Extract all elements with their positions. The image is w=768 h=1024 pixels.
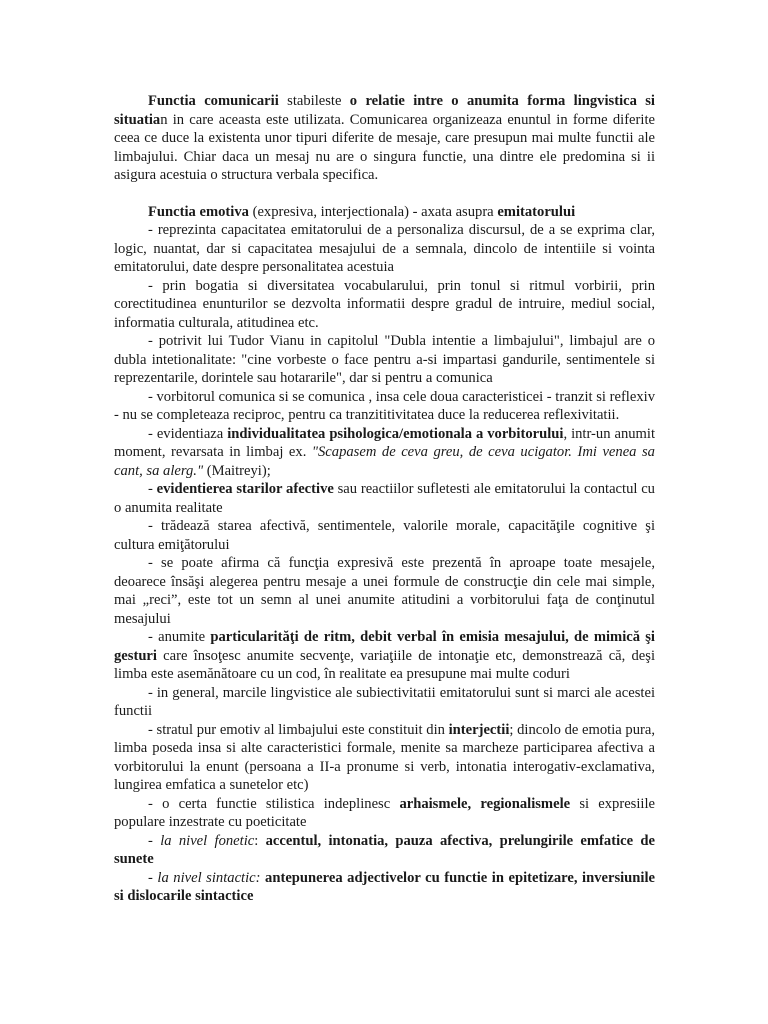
bold-text: individualitatea psihologica/emotionala a vorbitorului <box>227 425 564 442</box>
text-span: - <box>148 481 157 497</box>
bold-text: interjectii <box>448 721 510 738</box>
list-item <box>114 721 655 795</box>
list-item <box>114 628 655 684</box>
list-item: - reprezinta capacitatea emitatorului de a personaliza discursul, de a se exprima clar, logic, nuantat, dar si capacitatea mesajului de a semnala, dincolo de intentiile si vointa emitatorului, date despre personalitatea acestuia <box>114 222 655 275</box>
list-item <box>114 480 655 517</box>
document-page <box>114 92 655 906</box>
list-item <box>114 832 655 869</box>
bold-text: evidentierea starilor afective <box>156 481 334 497</box>
term-emitatorului: emitatorului <box>497 203 576 220</box>
text-span: si expresiile populare inzestrate cu poeticitate <box>114 795 656 830</box>
text-span: stabileste <box>278 93 350 109</box>
intro-paragraph <box>114 92 655 185</box>
italic-text: la nivel fonetic <box>160 832 255 849</box>
text-span: (expresiva, interjectionala) - axata asupra <box>248 203 498 220</box>
text-span: - <box>148 832 161 849</box>
list-item <box>114 795 655 832</box>
text-span: ; dincolo de emotia pura, limba poseda insa si alte caracteristici formale, menite sa marcheze participarea afectiva a vorbitorului la enunt (persoana a II-a pronume si verb, intonatia interogativ-exclamativa, lungirea emfatica a sunetelor etc) <box>114 721 655 793</box>
text-span: - anumite <box>148 629 211 645</box>
list-item: - vorbitorul comunica si se comunica , insa cele doua caracteristicei - tranzit si reflexiv - nu se completeaza reciproc, pentru ca tranzititivitatea duce la reducerea reflexivitatii. <box>114 388 655 423</box>
text-span: sau reactiilor sufletesti ale emitatorului la contactul cu o anumita realitate <box>114 481 655 516</box>
spacer <box>114 185 655 203</box>
bold-relation: o relatie intre o anumita forma lingvistica si situatia <box>114 93 655 128</box>
text-span: , intr-un anumit moment, revarsata in limbaj ex. <box>114 425 655 460</box>
list-item: - in general, marcile lingvistice ale subiectivitatii emitatorului sunt si marci ale acestei functii <box>114 684 655 719</box>
list-item <box>114 869 655 906</box>
text-span: - o certa functie stilistica indeplinesc <box>148 795 400 812</box>
text-span: - stratul pur emotiv al limbajului este constituit din <box>148 721 449 738</box>
bold-text: arhaismele, regionalismele <box>399 795 571 812</box>
text-span: (Maitreyi); <box>203 462 271 479</box>
bold-text: particularităţi de ritm, debit verbal în emisia mesajului, de mimică şi gesturi <box>114 629 655 664</box>
list-item: - se poate afirma că funcţia expresivă este prezentă în aproape toate mesajele, deoarece însăşi alegerea pentru mesaje a unei formule de construcţie din cele mai simple, mai „reci”, este tot un semn al unei anumite atitudini a vorbitorului faţa de conţinutul mesajului <box>114 555 655 627</box>
term-functia-comunicarii: Functia comunicarii <box>148 93 279 109</box>
text-span: : <box>254 832 266 849</box>
list-item: - prin bogatia si diversitatea vocabularului, prin tonul si ritmul vorbirii, prin corectitudinea enunturilor se dezvolta informatii despre gradul de intruire, mediul social, informatia culturala, atitudinea etc. <box>114 277 655 331</box>
list-item: - potrivit lui Tudor Vianu in capitolul "Dubla intentie a limbajului", limbajul are o dubla intetionalitate: "cine vorbeste o face pentru a-si impartasi gandurile, sentimentele si reprezentarile, dorintele sau hotararile", dar si pentru a comunica <box>114 333 655 386</box>
text-span: care însoţesc anumite secvenţe, variaţiile de intonaţie etc, demonstrează că, deşi limba este asemănătoare cu un cod, în realitate ea presupune mai multe coduri <box>114 647 655 682</box>
text-span: n in care aceasta este utilizata. Comunicarea organizeaza enuntul in forme diferite ceea ce duce la existenta unor tipuri diferite de mesaje, care presupun mai multe functii ale limbajului. Chiar daca un mesaj nu are o singura functie, una dintre ele predomina si ii asigura acestuia o structura verbala specifica. <box>114 111 655 183</box>
list-item <box>114 425 655 481</box>
bold-text: antepunerea adjectivelor cu functie in epitetizare, inversiunile si dislocarile sintactice <box>114 869 656 904</box>
section-heading <box>114 203 655 222</box>
quote-text: "Scapasem de ceva greu, de ceva ucigator. Imi venea sa cant, sa alerg." <box>114 444 655 479</box>
list-item: - trădează starea afectivă, sentimentele, valorile morale, capacităţile cognitive şi cultura emiţătorului <box>114 518 655 553</box>
text-span: - <box>148 869 158 886</box>
bold-text: accentul, intonatia, pauza afectiva, prelungirile emfatice de sunete <box>114 832 655 867</box>
italic-text: la nivel sintactic: <box>157 869 261 886</box>
text-span: - evidentiaza <box>148 425 228 442</box>
term-functia-emotiva: Functia emotiva <box>148 203 249 220</box>
